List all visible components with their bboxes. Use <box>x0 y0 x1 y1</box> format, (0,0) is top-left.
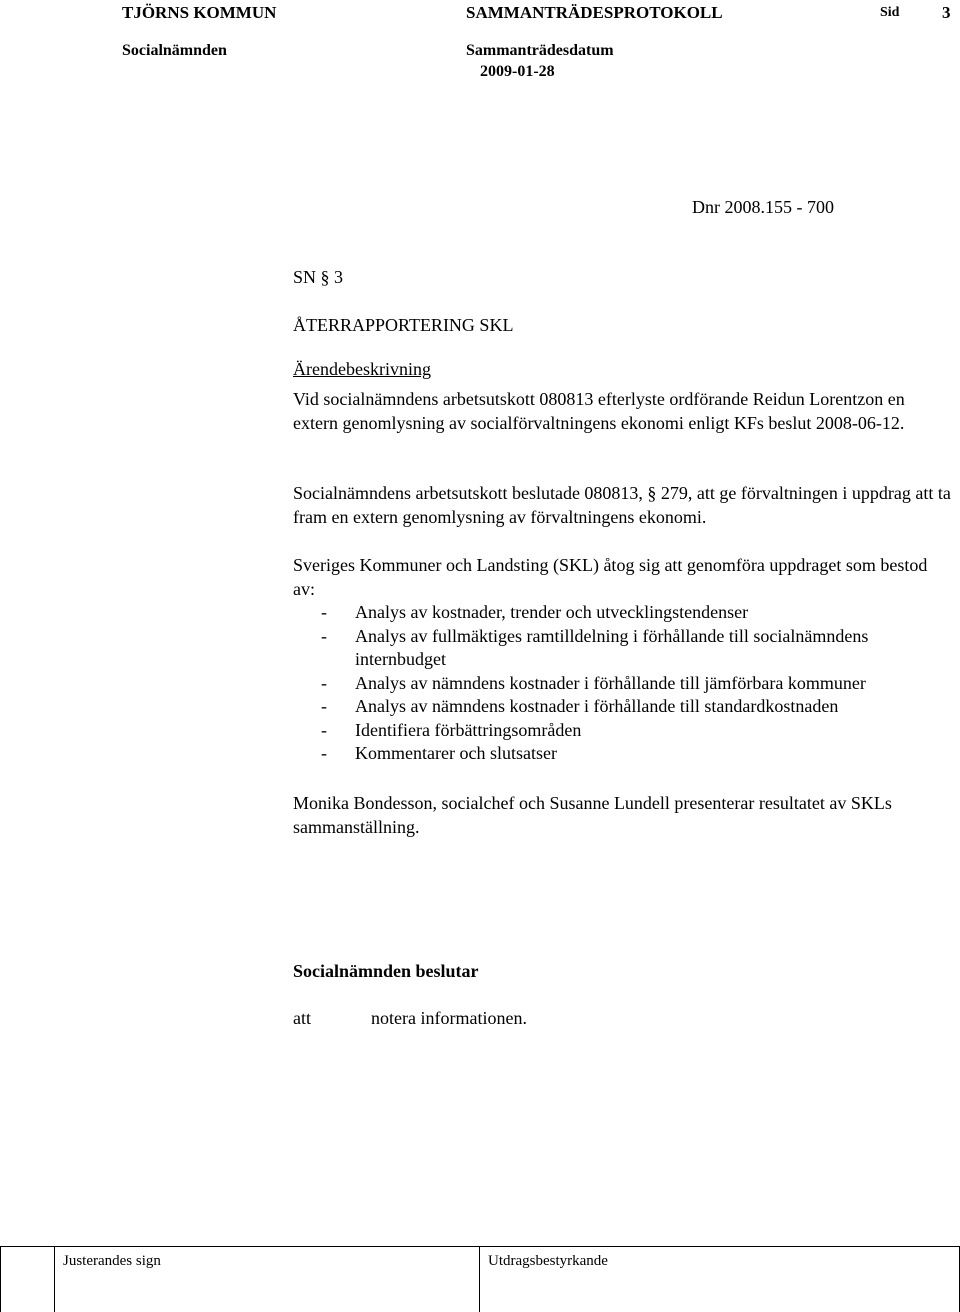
description-heading: Ärendebeskrivning <box>293 359 431 379</box>
protocol-title: SAMMANTRÄDESPROTOKOLL <box>466 3 723 22</box>
case-title: ÅTERRAPPORTERING SKL <box>293 315 514 335</box>
paragraph-2: Socialnämndens arbetsutskott beslutade 080813, § 279, att ge förvaltningen i uppdrag att ta fram en extern genomlysning av förvaltningens ekonomi. <box>293 483 951 527</box>
list-item: - Kommentarer och slutsatser <box>293 742 953 766</box>
assignment-list <box>293 601 953 766</box>
list-item: - Analys av fullmäktiges ramtilldelning i förhållande till socialnämndens internbudget <box>321 625 869 669</box>
meeting-date-label: Sammanträdesdatum <box>466 42 614 59</box>
list-bullet: - <box>321 672 327 693</box>
paragraph-3: Sveriges Kommuner och Landsting (SKL) åtog sig att genomföra uppdraget som bestod av: <box>293 555 928 599</box>
list-bullet: - <box>321 743 327 763</box>
list-item: - Analys av nämndens kostnader i förhållande till jämförbara kommuner <box>293 672 953 696</box>
footer-box-excerpt <box>479 1246 960 1312</box>
board-name: Socialnämnden <box>122 42 227 59</box>
page-number: 3 <box>942 3 951 22</box>
list-bullet: - <box>321 625 327 646</box>
list-item: - Analys av kostnader, trender och utvecklingstendenser <box>293 601 953 625</box>
footer-box-sign <box>54 1246 480 1312</box>
case-number: Dnr 2008.155 - 700 <box>692 197 834 217</box>
list-item: - Identifiera förbättringsområden <box>293 719 953 743</box>
paragraph-number: SN § 3 <box>293 267 344 287</box>
list-bullet: - <box>321 602 327 622</box>
paragraph-1: Vid socialnämndens arbetsutskott 080813 efterlyste ordförande Reidun Lorentzon en extern genomlysning av socialförvaltningens ekonomi enligt KFs beslut 2008-06-12. <box>293 389 905 433</box>
list-item: - Analys av nämndens kostnader i förhållande till standardkostnaden <box>293 695 953 719</box>
paragraph-4: Monika Bondesson, socialchef och Susanne Lundell presenterar resultatet av SKLs sammanställning. <box>293 793 892 837</box>
meeting-date: 2009-01-28 <box>480 63 555 80</box>
footer-box-empty <box>0 1246 55 1312</box>
sign-label: Justerandes sign <box>63 1253 161 1269</box>
excerpt-label: Utdragsbestyrkande <box>488 1253 608 1269</box>
decision-text: notera informationen. <box>371 1008 527 1028</box>
municipality-name: TJÖRNS KOMMUN <box>122 3 277 22</box>
list-bullet: - <box>321 696 327 716</box>
page-label: Sid <box>880 5 900 20</box>
decision-verb: att <box>293 1008 311 1028</box>
decision-heading: Socialnämnden beslutar <box>293 961 479 981</box>
list-bullet: - <box>321 719 327 740</box>
